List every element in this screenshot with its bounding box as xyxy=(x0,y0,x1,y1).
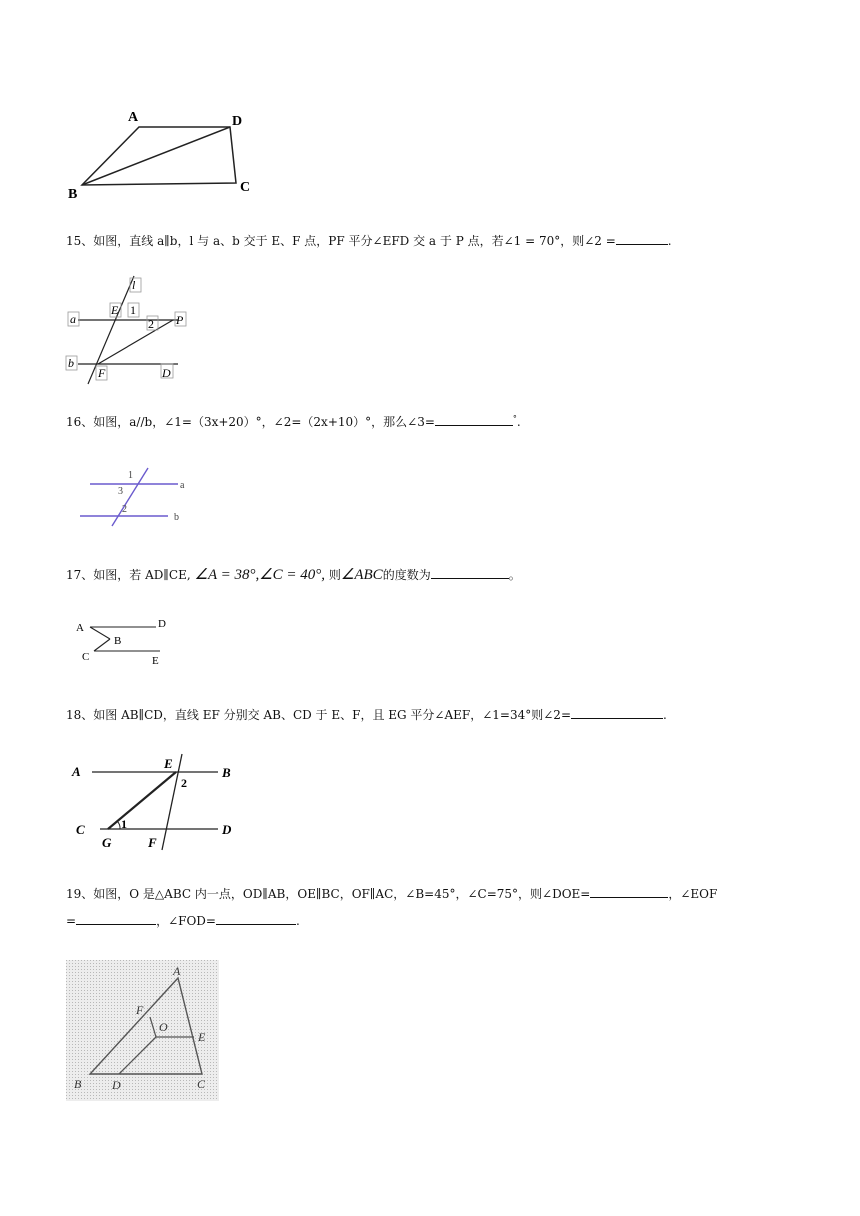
q15-label-e: E xyxy=(111,303,119,317)
q15-label-p: P xyxy=(176,313,184,327)
q15-number: 15、 xyxy=(66,234,94,248)
q16-label-2: 2 xyxy=(122,504,127,515)
q15-text: 如图，直线 a∥b，l 与 a、b 交于 E、F 点，PF 平分∠EFD 交 a 于 P 点，若∠1 = 70°，则∠2 = xyxy=(93,234,616,248)
question-19-line1 xyxy=(66,885,717,902)
q18-label-d: D xyxy=(222,822,232,837)
q19-label-a: A xyxy=(173,964,181,978)
q19-sep1: ，∠EOF xyxy=(668,887,718,901)
q15-label-2: 2 xyxy=(148,317,154,331)
fig14-label-c: C xyxy=(240,180,251,195)
q18-label-f: F xyxy=(148,835,157,850)
fig14-label-d: D xyxy=(232,114,243,129)
q16-unit: ° xyxy=(512,414,517,423)
q17-label-a: A xyxy=(76,622,84,634)
fig14-label-b: B xyxy=(68,187,78,202)
figure-q18-parallel-transversal xyxy=(70,750,250,852)
q18-answer-blank[interactable] xyxy=(571,706,663,719)
q17-label-d: D xyxy=(158,618,166,630)
q15-label-b: b xyxy=(68,356,74,370)
question-16 xyxy=(66,411,521,430)
q15-label-a: a xyxy=(70,312,76,326)
q18-label-g: G xyxy=(102,835,112,850)
q18-number: 18、 xyxy=(66,708,94,722)
figure-q17-zigzag xyxy=(72,615,182,671)
q19-end: . xyxy=(295,914,300,928)
fig14-label-a: A xyxy=(128,110,139,125)
q18-label-b: B xyxy=(222,765,231,780)
q19-line2-start: = xyxy=(66,914,77,928)
q17-number: 17、 xyxy=(66,568,94,582)
q19-label-b: B xyxy=(74,1077,82,1091)
question-19-line2 xyxy=(66,912,300,929)
q17-text-before: 如图，若 AD∥CE, xyxy=(93,568,191,582)
figure-q16-parallel-lines xyxy=(74,464,194,528)
figure-q19-triangle-abc xyxy=(66,960,219,1101)
q16-end: . xyxy=(516,415,521,429)
q15-end: . xyxy=(667,234,672,248)
q15-label-1: 1 xyxy=(130,303,136,317)
q15-label-f: F xyxy=(98,366,106,380)
question-15 xyxy=(66,232,672,249)
q19-line1: 如图，O 是△ABC 内一点，OD∥AB，OE∥BC，OF∥AC，∠B=45°，∠C=75°，则∠DOE= xyxy=(93,887,591,901)
q18-label-c: C xyxy=(76,822,85,837)
q19-sep2: ，∠FOD= xyxy=(156,914,216,928)
q16-label-b: b xyxy=(174,512,179,523)
q18-label-a: A xyxy=(72,764,81,779)
q19-label-c: C xyxy=(197,1077,206,1091)
q15-label-d: D xyxy=(162,366,171,380)
q19-label-f: F xyxy=(136,1003,144,1017)
figure-q15-parallel-lines xyxy=(60,270,200,388)
q17-label-b: B xyxy=(114,635,122,647)
question-17 xyxy=(66,566,521,583)
figure-trapezoid-abcd xyxy=(60,105,260,205)
q17-math-abc: ∠ABC xyxy=(340,567,383,583)
q19-label-e: E xyxy=(198,1030,206,1044)
q16-label-1: 1 xyxy=(128,470,133,481)
q19-number: 19、 xyxy=(66,887,94,901)
q15-answer-blank[interactable] xyxy=(616,232,668,245)
q16-label-3: 3 xyxy=(118,486,123,497)
q18-label-2: 2 xyxy=(181,776,187,790)
q19-answer-blank-fod[interactable] xyxy=(216,912,296,925)
q16-number: 16、 xyxy=(66,415,94,429)
q15-label-l: l xyxy=(132,278,136,292)
q18-label-e: E xyxy=(164,756,173,771)
q17-end: 。 xyxy=(508,568,521,582)
q18-label-1: 1 xyxy=(121,817,127,831)
q19-answer-blank-eof[interactable] xyxy=(76,912,156,925)
q17-label-c: C xyxy=(82,651,90,663)
q17-text-after: 的度数为 xyxy=(382,568,431,582)
q18-end: . xyxy=(663,708,667,722)
q19-label-o: O xyxy=(159,1020,168,1034)
q16-text: 如图，a//b，∠1=（3x+20）°，∠2=（2x+10）°，那么∠3= xyxy=(93,415,435,429)
q17-answer-blank[interactable] xyxy=(431,566,509,579)
q19-answer-blank-doe[interactable] xyxy=(590,885,668,898)
q19-label-d: D xyxy=(112,1078,121,1092)
q17-label-e: E xyxy=(152,655,159,667)
question-18 xyxy=(66,706,667,723)
q17-text-mid: 则 xyxy=(328,568,341,582)
q17-math-angles: ∠A = 38°,∠C = 40°, xyxy=(194,567,326,583)
q16-answer-blank[interactable] xyxy=(435,413,513,426)
q16-label-a: a xyxy=(180,480,185,491)
q18-text: 如图 AB∥CD，直线 EF 分别交 AB、CD 于 E、F，且 EG 平分∠AEF，∠1=34°则∠2= xyxy=(93,708,571,722)
